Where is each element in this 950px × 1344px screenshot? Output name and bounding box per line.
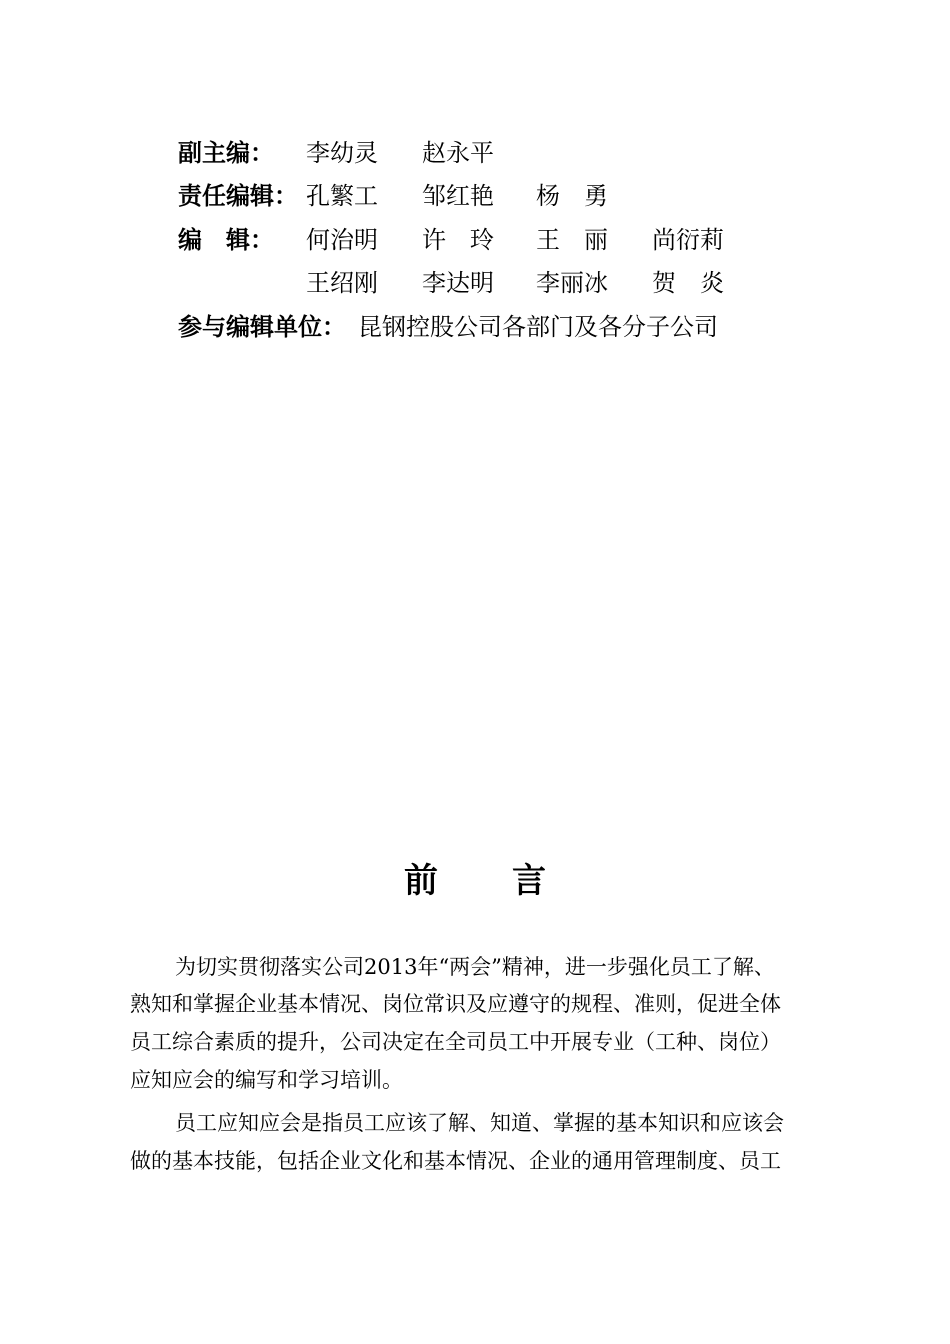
- editor-name-7: 李丽冰: [536, 269, 608, 297]
- editor-name-1: 何治明: [306, 226, 378, 254]
- editor-name-6: 李达明: [422, 269, 494, 297]
- editor-name-5: 王绍刚: [306, 269, 378, 297]
- participating-units-value: 昆钢控股公司各部门及各分子公司: [358, 313, 718, 341]
- preface-title-char-2: 言: [512, 861, 546, 901]
- preface-line-6: 做的基本技能，包括企业文化和基本情况、企业的通用管理制度、员工: [130, 1149, 781, 1173]
- deputy-editor-name-1: 李幼灵: [306, 139, 378, 167]
- preface-line-4: 应知应会的编写和学习培训。: [130, 1068, 403, 1092]
- editor-name-4: 尚衍莉: [652, 226, 724, 254]
- preface-line-5: 员工应知应会是指员工应该了解、知道、掌握的基本知识和应该会: [175, 1111, 784, 1135]
- preface-title-char-1: 前: [404, 861, 438, 901]
- preface-line-1: 为切实贯彻落实公司2013年“两会”精神，进一步强化员工了解、: [175, 955, 775, 979]
- preface-title: [0, 858, 950, 904]
- responsible-editor-name-1: 孔繁工: [306, 182, 378, 210]
- responsible-editor-name-2: 邹红艳: [422, 182, 494, 210]
- editor-name-3: 王 丽: [536, 226, 608, 254]
- participating-units-label: 参与编辑单位：: [178, 313, 346, 341]
- deputy-editor-label: 副主编：: [178, 139, 274, 167]
- editor-name-2: 许 玲: [422, 226, 494, 254]
- responsible-editor-name-3: 杨 勇: [536, 182, 608, 210]
- editor-name-8: 贺 炎: [652, 269, 724, 297]
- responsible-editor-label: 责任编辑：: [178, 182, 298, 210]
- deputy-editor-name-2: 赵永平: [422, 139, 494, 167]
- preface-line-3: 员工综合素质的提升，公司决定在全司员工中开展专业（工种、岗位）: [130, 1030, 781, 1054]
- preface-line-2: 熟知和掌握企业基本情况、岗位常识及应遵守的规程、准则，促进全体: [130, 992, 781, 1016]
- editors-label: 编 辑：: [178, 226, 274, 254]
